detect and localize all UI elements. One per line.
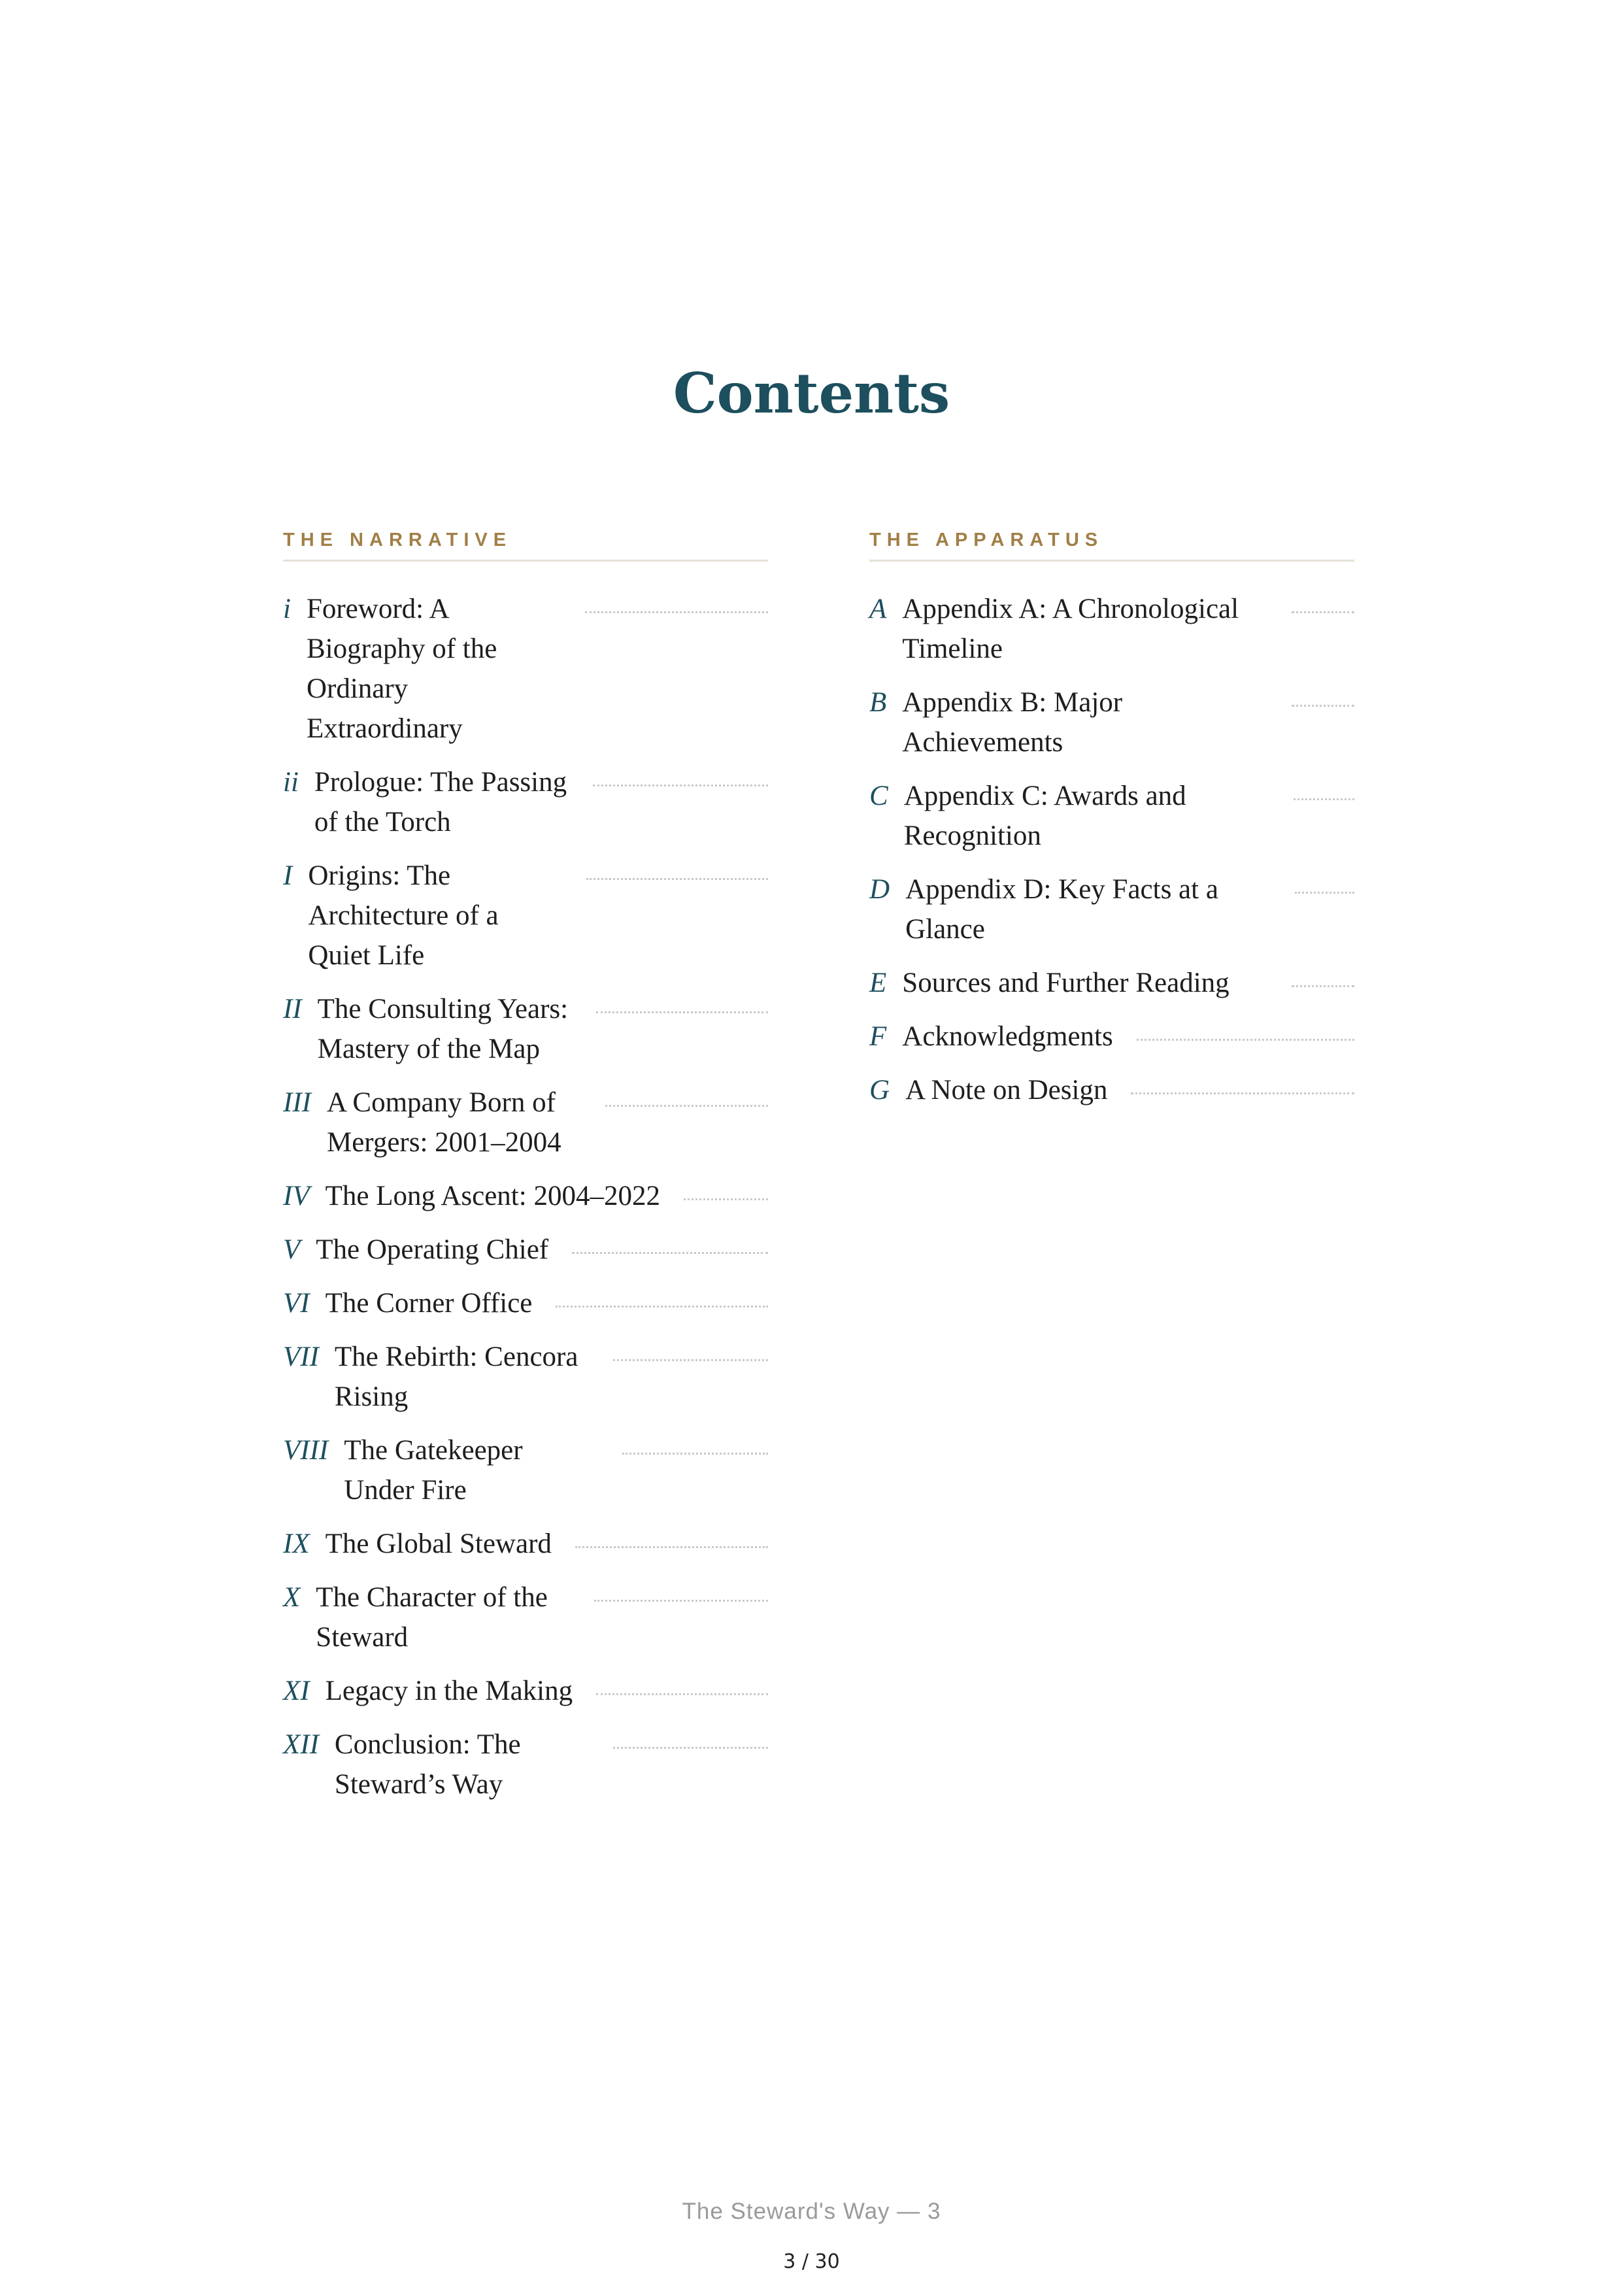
page-title: Contents	[673, 361, 950, 426]
narrative-column	[283, 528, 768, 1818]
page-counter: 3 / 30	[783, 2250, 840, 2273]
toc-entry-chapter-8[interactable]	[283, 1430, 768, 1510]
toc-entry-number: IX	[283, 1528, 310, 1559]
toc-entry-number: V	[283, 1234, 301, 1265]
toc-entry-appendix-b[interactable]	[869, 683, 1354, 762]
toc-entry-chapter-12[interactable]	[283, 1725, 768, 1804]
toc-entry-number: D	[869, 874, 890, 905]
toc-entry-chapter-6[interactable]	[283, 1283, 768, 1323]
toc-entry-title: Appendix C: Awards and Recognition	[903, 781, 1186, 851]
toc-entry-title: The Operating Chief	[316, 1234, 549, 1265]
toc-dot-leader	[1295, 892, 1354, 894]
toc-entry-title: Conclusion: The Steward’s Way	[334, 1729, 521, 1800]
toc-entry-chapter-2[interactable]	[283, 989, 768, 1069]
toc-entry-number: II	[283, 994, 302, 1024]
toc-entry-chapter-1[interactable]	[283, 856, 768, 975]
toc-entry-sources[interactable]	[869, 963, 1354, 1003]
toc-dot-leader	[594, 1600, 768, 1602]
toc-dot-leader	[596, 1693, 768, 1695]
toc-entry-number: IV	[283, 1181, 310, 1211]
toc-entry-title: The Consulting Years: Mastery of the Map	[317, 994, 569, 1064]
toc-dot-leader	[1131, 1092, 1354, 1094]
toc-entry-title: Appendix A: A Chronological Timeline	[902, 594, 1239, 664]
toc-dot-leader	[575, 1546, 768, 1548]
toc-entry-number: ii	[283, 767, 299, 798]
toc-entry-title: The Rebirth: Cencora Rising	[334, 1342, 578, 1412]
toc-entry-chapter-5[interactable]	[283, 1230, 768, 1270]
toc-entry-chapter-11[interactable]	[283, 1671, 768, 1711]
toc-entry-appendix-d[interactable]	[869, 869, 1354, 949]
toc-dot-leader	[613, 1747, 768, 1749]
toc-entry-number: F	[869, 1021, 887, 1052]
toc-entry-title: Acknowledgments	[902, 1021, 1113, 1052]
toc-entry-number: X	[283, 1582, 301, 1613]
toc-entry-note-on-design[interactable]	[869, 1070, 1354, 1110]
toc-dot-leader	[1294, 798, 1354, 800]
toc-dot-leader	[572, 1252, 768, 1254]
toc-entry-chapter-7[interactable]	[283, 1337, 768, 1417]
toc-entry-number: VIII	[283, 1435, 329, 1466]
toc-entry-title: A Note on Design	[905, 1075, 1108, 1106]
toc-entry-title: Legacy in the Making	[325, 1676, 573, 1706]
toc-entry-number: i	[283, 594, 291, 624]
apparatus-toc-list	[869, 562, 1354, 1110]
toc-entry-title: The Character of the Steward	[316, 1582, 548, 1653]
toc-dot-leader	[586, 878, 768, 880]
toc-dot-leader	[1292, 705, 1354, 707]
toc-entry-number: I	[283, 860, 293, 891]
toc-entry-number: B	[869, 687, 887, 718]
toc-dot-leader	[684, 1198, 768, 1200]
narrative-heading: THE NARRATIVE	[283, 528, 768, 562]
toc-entry-title: Origins: The Architecture of a Quiet Life	[308, 860, 499, 971]
toc-dot-leader	[1292, 611, 1354, 613]
toc-entry-appendix-c[interactable]	[869, 776, 1354, 856]
toc-entry-title: Foreword: A Biography of the Ordinary Extraordinary	[306, 594, 497, 744]
toc-entry-number: VII	[283, 1342, 319, 1372]
toc-entry-number: A	[869, 594, 887, 624]
toc-dot-leader	[556, 1306, 768, 1308]
toc-dot-leader	[585, 611, 768, 613]
toc-entry-title: The Gatekeeper Under Fire	[344, 1435, 523, 1506]
toc-entry-acknowledgments[interactable]	[869, 1017, 1354, 1056]
toc-entry-prologue[interactable]	[283, 762, 768, 842]
toc-entry-title: A Company Born of Mergers: 2001–2004	[326, 1087, 561, 1158]
toc-entry-number: E	[869, 968, 887, 998]
narrative-toc-list	[283, 562, 768, 1804]
running-footer: The Steward's Way — 3	[682, 2199, 941, 2224]
toc-entry-chapter-10[interactable]	[283, 1578, 768, 1657]
toc-entry-title: Appendix B: Major Achievements	[902, 687, 1123, 758]
toc-entry-chapter-9[interactable]	[283, 1524, 768, 1564]
toc-entry-chapter-3[interactable]	[283, 1083, 768, 1162]
toc-dot-leader	[1137, 1039, 1354, 1041]
toc-dot-leader	[1292, 985, 1354, 987]
toc-dot-leader	[596, 1011, 768, 1013]
apparatus-column	[869, 528, 1354, 1124]
toc-entry-title: The Long Ascent: 2004–2022	[325, 1181, 660, 1211]
toc-entry-title: The Global Steward	[325, 1528, 552, 1559]
toc-dot-leader	[622, 1453, 768, 1455]
toc-entry-foreword[interactable]	[283, 589, 768, 749]
toc-entry-chapter-4[interactable]	[283, 1176, 768, 1216]
toc-entry-number: XI	[283, 1676, 310, 1706]
toc-entry-number: XII	[283, 1729, 319, 1760]
toc-entry-number: G	[869, 1075, 890, 1106]
apparatus-heading: THE APPARATUS	[869, 528, 1354, 562]
toc-entry-number: C	[869, 781, 888, 811]
toc-entry-title: Appendix D: Key Facts at a Glance	[905, 874, 1218, 945]
toc-entry-title: The Corner Office	[325, 1288, 533, 1319]
toc-entry-number: III	[283, 1087, 311, 1118]
toc-entry-title: Sources and Further Reading	[902, 968, 1230, 998]
toc-entry-number: VI	[283, 1288, 310, 1319]
toc-dot-leader	[593, 785, 768, 786]
toc-dot-leader	[605, 1105, 768, 1107]
toc-dot-leader	[613, 1359, 768, 1361]
toc-entry-title: Prologue: The Passing of the Torch	[314, 767, 567, 837]
toc-entry-appendix-a[interactable]	[869, 589, 1354, 669]
